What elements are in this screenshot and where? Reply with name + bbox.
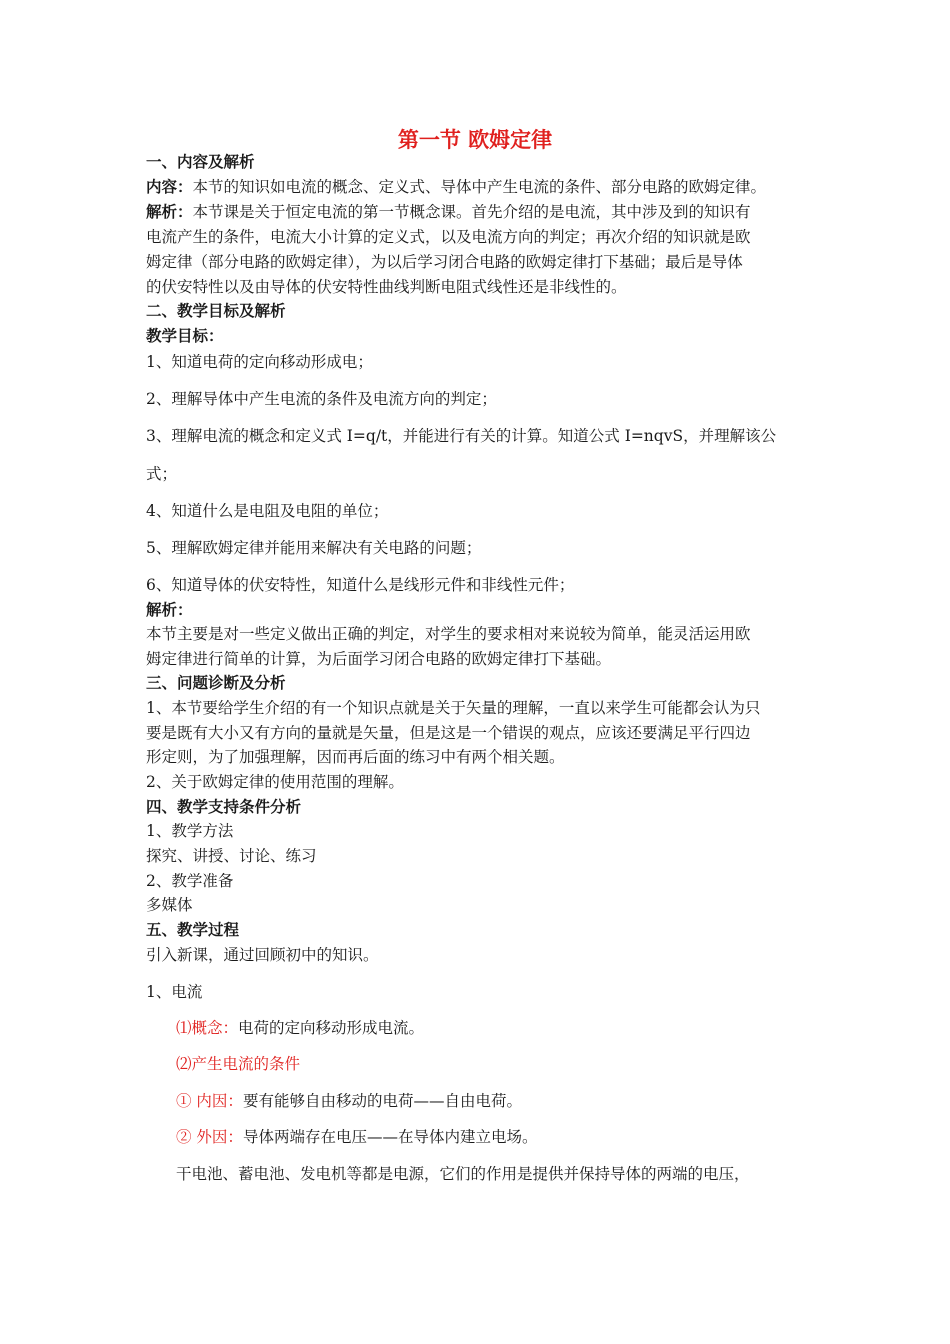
problem-1-line-1: 1、本节要给学生介绍的有一个知识点就是关于矢量的理解，一直以来学生可能都会认为只 xyxy=(146,699,761,717)
internal-cause xyxy=(176,1089,522,1113)
current-condition-heading: ⑵产生电流的条件 xyxy=(176,1055,301,1073)
external-cause-label: ② 外因： xyxy=(176,1128,243,1146)
goals-analysis-line-1: 本节主要是对一些定义做出正确的判定，对学生的要求相对来说较为简单，能灵活运用欧 xyxy=(146,625,751,643)
preparation-value: 多媒体 xyxy=(146,896,193,914)
content-line xyxy=(146,175,766,199)
analysis-line-4: 的伏安特性以及由导体的伏安特性曲线判断电阻式线性还是非线性的。 xyxy=(146,278,627,296)
problem-2: 2、关于欧姆定律的使用范围的理解。 xyxy=(146,773,404,791)
method-label: 1、教学方法 xyxy=(146,822,234,840)
power-source-line: 干电池、蓄电池、发电机等都是电源，它们的作用是提供并保持导体的两端的电压， xyxy=(176,1165,750,1183)
goals-analysis-label: 解析： xyxy=(146,601,193,619)
internal-cause-text: 要有能够自由移动的电荷——自由电荷。 xyxy=(242,1092,522,1110)
process-intro: 引入新课，通过回顾初中的知识。 xyxy=(146,946,379,964)
analysis-line-1 xyxy=(146,200,751,224)
page-title: 第一节 欧姆定律 xyxy=(397,128,553,152)
goal-2: 2、理解导体中产生电流的条件及电流方向的判定； xyxy=(146,390,497,408)
goals-label: 教学目标： xyxy=(146,327,224,345)
problem-1-line-2: 要是既有大小又有方向的量就是矢量，但是这是一个错误的观点，应该还要满足平行四边 xyxy=(146,724,751,742)
analysis-line-2: 电流产生的条件，电流大小计算的定义式，以及电流方向的判定；再次介绍的知识就是欧 xyxy=(146,228,751,246)
external-cause xyxy=(176,1125,537,1149)
content-label: 内容： xyxy=(146,178,193,196)
goal-6: 6、知道导体的伏安特性，知道什么是线形元件和非线性元件； xyxy=(146,576,575,594)
section-heading-4: 四、教学支持条件分析 xyxy=(146,798,302,816)
content-text: 本节的知识如电流的概念、定义式、导体中产生电流的条件、部分电路的欧姆定律。 xyxy=(192,178,767,196)
concept-label: ⑴概念： xyxy=(176,1019,239,1037)
concept-text: 电荷的定向移动形成电流。 xyxy=(238,1019,425,1037)
goal-1: 1、知道电荷的定向移动形成电； xyxy=(146,353,373,371)
analysis-text-1: 本节课是关于恒定电流的第一节概念课。首先介绍的是电流，其中涉及到的知识有 xyxy=(192,203,751,221)
goal-5: 5、理解欧姆定律并能用来解决有关电路的问题； xyxy=(146,539,482,557)
section-heading-3: 三、问题诊断及分析 xyxy=(146,674,286,692)
goals-analysis-line-2: 姆定律进行简单的计算，为后面学习闭合电路的欧姆定律打下基础。 xyxy=(146,650,612,668)
goal-3-line-1: 3、理解电流的概念和定义式 I=q/t，并能进行有关的计算。知道公式 I=nqvS，并理解该公 xyxy=(146,427,777,445)
preparation-label: 2、教学准备 xyxy=(146,872,234,890)
problem-1-line-3: 形定则，为了加强理解，因而再后面的练习中有两个相关题。 xyxy=(146,748,565,766)
goal-4: 4、知道什么是电阻及电阻的单位； xyxy=(146,502,389,520)
section-heading-5: 五、教学过程 xyxy=(146,921,240,939)
internal-cause-label: ① 内因： xyxy=(176,1092,243,1110)
method-value: 探究、讲授、讨论、练习 xyxy=(146,847,317,865)
analysis-line-3: 姆定律（部分电路的欧姆定律），为以后学习闭合电路的欧姆定律打下基础；最后是导体 xyxy=(146,253,743,271)
current-heading: 1、电流 xyxy=(146,983,203,1001)
current-concept xyxy=(176,1016,424,1040)
external-cause-text: 导体两端存在电压——在导体内建立电场。 xyxy=(242,1128,538,1146)
section-heading-2: 二、教学目标及解析 xyxy=(146,302,286,320)
goal-3-line-2: 式； xyxy=(146,465,178,483)
analysis-label: 解析： xyxy=(146,203,193,221)
section-heading-1: 一、内容及解析 xyxy=(146,153,255,171)
